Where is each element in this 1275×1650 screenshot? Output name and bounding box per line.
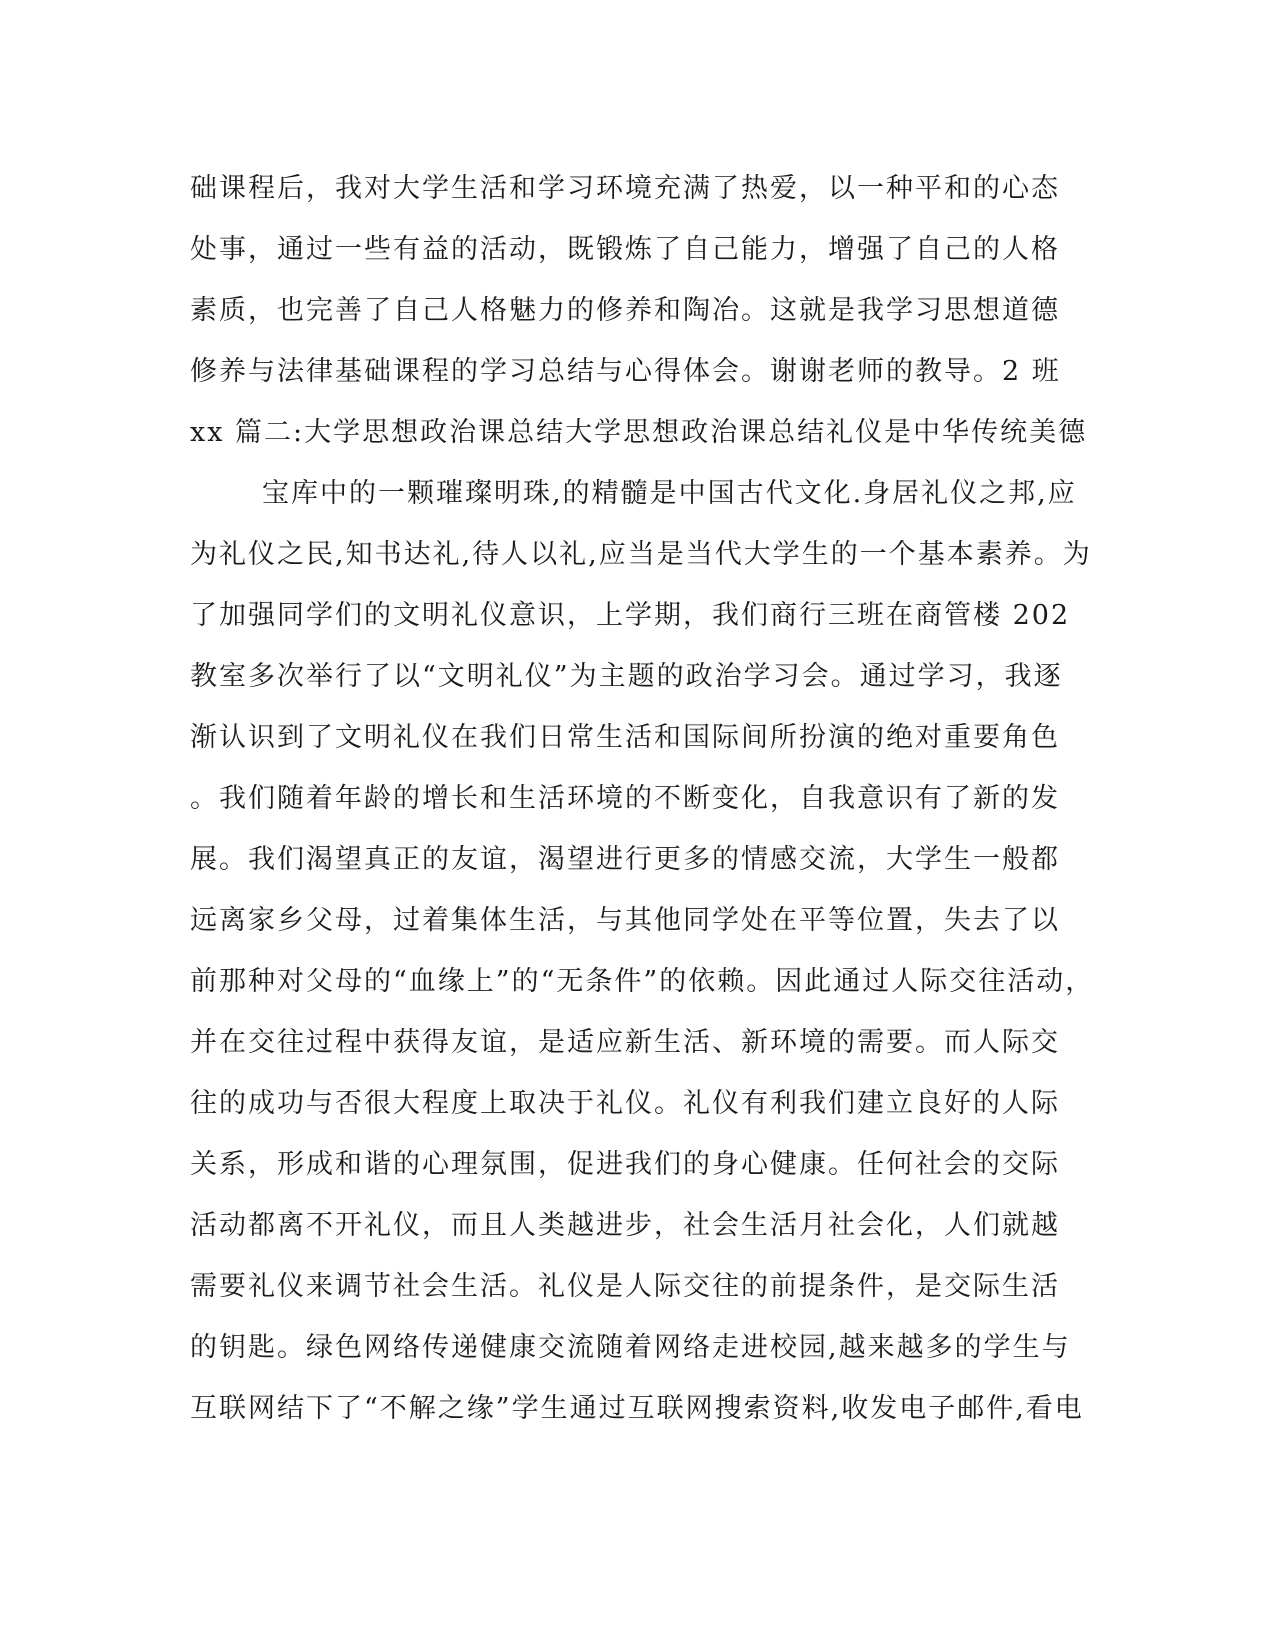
text-line-indented: 宝库中的一颗璀璨明珠,的精髓是中国古代文化.身居礼仪之邦,应 (262, 478, 1077, 509)
text-line: 为礼仪之民,知书达礼,待人以礼,应当是当代大学生的一个基本素养。为 (190, 539, 1092, 570)
text-line: 往的成功与否很大程度上取决于礼仪。礼仪有利我们建立良好的人际 (190, 1088, 1060, 1119)
text-line: 并在交往过程中获得友谊，是适应新生活、新环境的需要。而人际交 (190, 1027, 1060, 1058)
text-line: 。我们随着年龄的增长和生活环境的不断变化，自我意识有了新的发 (190, 783, 1060, 814)
text-line: 渐认识到了文明礼仪在我们日常生活和国际间所扮演的绝对重要角色 (190, 722, 1060, 753)
text-line: 教室多次举行了以“文明礼仪”为主题的政治学习会。通过学习，我逐 (190, 661, 1063, 692)
text-line: xx 篇二:大学思想政治课总结大学思想政治课总结礼仪是中华传统美德 (190, 417, 1088, 448)
text-line: 础课程后，我对大学生活和学习环境充满了热爱，以一种平和的心态 (190, 173, 1060, 204)
text-line: 活动都离不开礼仪，而且人类越进步，社会生活月社会化，人们就越 (190, 1210, 1060, 1241)
text-line: 修养与法律基础课程的学习总结与心得体会。谢谢老师的教导。2 班 (190, 356, 1061, 387)
text-line: 的钥匙。绿色网络传递健康交流随着网络走进校园,越来越多的学生与 (190, 1332, 1071, 1363)
text-line: 了加强同学们的文明礼仪意识，上学期，我们商行三班在商管楼 202 (190, 600, 1071, 631)
body-text (190, 158, 1095, 1439)
text-line: 远离家乡父母，过着集体生活，与其他同学处在平等位置，失去了以 (190, 905, 1060, 936)
text-line: 素质，也完善了自己人格魅力的修养和陶冶。这就是我学习思想道德 (190, 295, 1060, 326)
text-line: 需要礼仪来调节社会生活。礼仪是人际交往的前提条件，是交际生活 (190, 1271, 1060, 1302)
text-line: 互联网结下了“不解之缘”学生通过互联网搜索资料,收发电子邮件,看电 (190, 1393, 1084, 1424)
text-line: 关系，形成和谐的心理氛围，促进我们的身心健康。任何社会的交际 (190, 1149, 1060, 1180)
text-line: 处事，通过一些有益的活动，既锻炼了自己能力，增强了自己的人格 (190, 234, 1060, 265)
text-line: 前那种对父母的“血缘上”的“无条件”的依赖。因此通过人际交往活动， (190, 966, 1095, 997)
text-line: 展。我们渴望真正的友谊，渴望进行更多的情感交流，大学生一般都 (190, 844, 1060, 875)
